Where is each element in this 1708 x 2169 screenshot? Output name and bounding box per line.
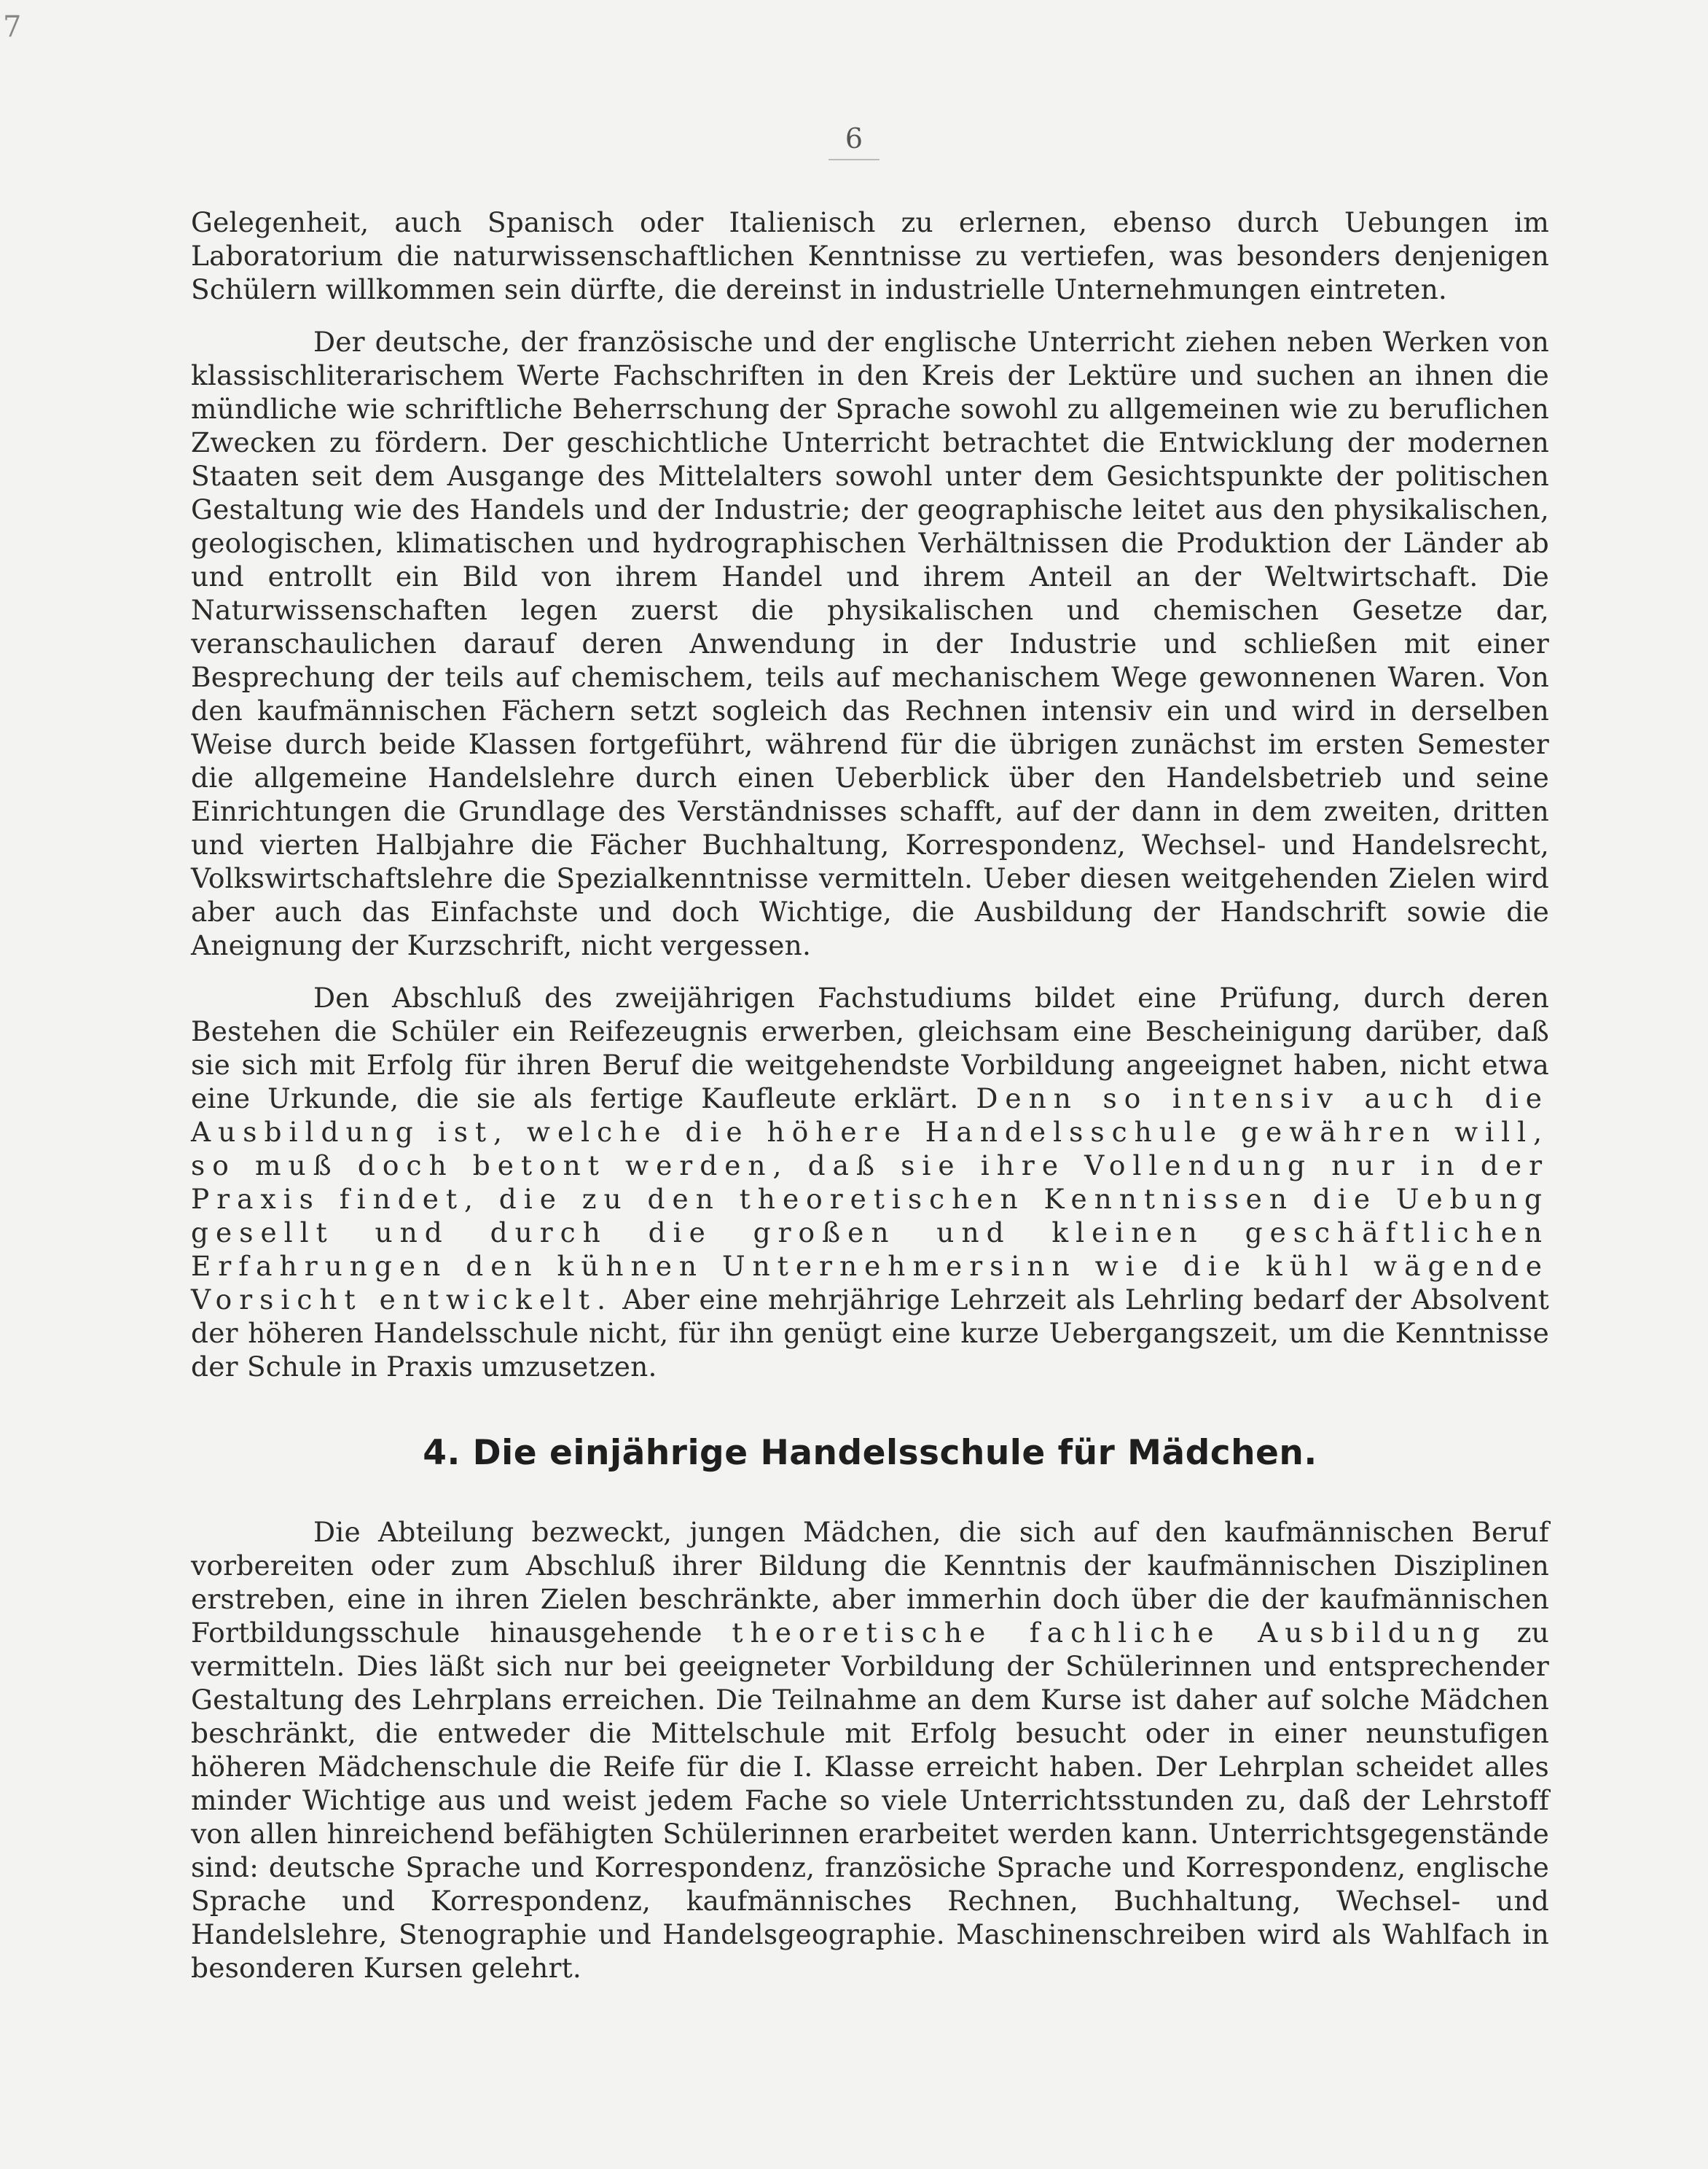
- paragraph-curriculum: Der deutsche, der französische und der englische Unterricht ziehen neben Werken von klassischliterarischem Werte Fachschriften in den Kreis der Lektüre und suchen an ihnen die mündliche wie schriftliche Beherrschung der Sprache sowohl zu allgemeinen wie zu beruflichen Zwecken zu fördern. Der geschichtliche Unterricht betrachtet die Entwicklung der modernen Staaten seit dem Ausgange des Mittelalters sowohl unter dem Gesichtspunkte der politischen Gestaltung wie des Handels und der Industrie; der geographische leitet aus den physikalischen, geologischen, klimatischen und hydrographischen Verhältnissen die Produktion der Länder ab und entrollt ein Bild von ihrem Handel und ihrem Anteil an der Weltwirtschaft. Die Naturwissenschaften legen zuerst die physikalischen und chemischen Gesetze dar, veranschaulichen darauf deren Anwendung in der Industrie und schließen mit einer Besprechung der teils auf chemischem, teils auf mechanischem Wege gewonnenen Waren. Von den kaufmännischen Fächern setzt sogleich das Rechnen intensiv ein und wird in derselben Weise durch beide Klassen fortgeführt, während für die übrigen zunächst im ersten Semester die allgemeine Handelslehre durch einen Ueberblick über den Handelsbetrieb und seine Einrichtungen die Grundlage des Verständnisses schafft, auf der dann in dem zweiten, dritten und vierten Halbjahre die Fächer Buchhaltung, Korrespondenz, Wechsel- und Handelsrecht, Volkswirtschaftslehre die Spezialkenntnisse vermitteln. Ueber diesen weitgehenden Zielen wird aber auch das Einfachste und doch Wichtige, die Ausbildung der Handschrift sowie die Aneignung der Kurzschrift, nicht vergessen.: [191, 326, 1549, 961]
- paragraph-girls-school: [191, 1515, 1549, 1985]
- emphasized-phrase: theoretische fachliche Ausbildung: [732, 1617, 1487, 1649]
- emphasized-passage: Denn so intensiv auch die Ausbildung ist, welche die höhere Handelsschule gewähren will, so muß doch betont werden, daß sie ihre Vollendung nur in der Praxis findet, die zu den theoretischen Kenntnissen die Uebung gesellt und durch die großen und kleinen geschäftlichen Erfahrungen den kühnen Unternehmersinn wie die kühl wägende Vorsicht entwickelt.: [191, 1082, 1549, 1316]
- paragraph-girls-school-text: Die Abteilung bezweckt, jungen Mädchen, die sich auf den kaufmännischen Beruf vorbereiten oder zum Abschluß ihrer Bildung die Kenntnis der kaufmännischen Disziplinen erstreben, eine in ihren Zielen beschränkte, aber immerhin doch über die der kaufmännischen Fortbildungsschule hinausgehende: [191, 1516, 1549, 1649]
- page-number: 6: [0, 122, 1708, 160]
- paragraph-final-exam-end: Aber eine mehrjährige Lehrzeit als Lehrling bedarf der Absolvent der höheren Handelsschule nicht, für ihn genügt eine kurze Uebergangszeit, um die Kenntnisse der Schule in Praxis umzusetzen.: [191, 1283, 1550, 1383]
- page-body: [191, 206, 1549, 1985]
- margin-mark: 7: [3, 10, 22, 44]
- paragraph-final-exam: [191, 981, 1549, 1383]
- paragraph-final-exam-text: Den Abschluß des zweijährigen Fachstudiums bildet eine Prüfung, durch deren Bestehen die Schüler ein Reifezeugnis erwerben, gleichsam eine Bescheinigung darüber, daß sie sich mit Erfolg für ihren Beruf die weitgehendste Vorbildung angeeignet haben, nicht etwa eine Urkunde, die sie als fertige Kaufleute erklärt.: [191, 982, 1549, 1114]
- paragraph-girls-school-end: zu vermitteln. Dies läßt sich nur bei geeigneter Vorbildung der Schülerinnen und entsprechender Gestaltung des Lehrplans erreichen. Die Teilnahme an dem Kurse ist daher auf solche Mädchen beschränkt, die entweder die Mittelschule mit Erfolg besucht oder in einer neunstufigen höheren Mädchenschule die Reife für die I. Klasse erreicht haben. Der Lehrplan scheidet alles minder Wichtige aus und weist jedem Fache so viele Unterrichtsstunden zu, daß der Lehrstoff von allen hinreichend befähigten Schülerinnen erarbeitet werden kann. Unterrichtsgegenstände sind: deutsche Sprache und Korrespondenz, französiche Sprache und Korrespondenz, englische Sprache und Korrespondenz, kaufmännisches Rechnen, Buchhaltung, Wechsel- und Handelslehre, Stenographie und Handelsgeographie. Maschinenschreiben wird als Wahlfach in besonderen Kursen gelehrt.: [191, 1617, 1549, 1984]
- section-heading: 4. Die einjährige Handelsschule für Mädchen.: [423, 1433, 1317, 1473]
- paragraph-continuation: Gelegenheit, auch Spanisch oder Italienisch zu erlernen, ebenso durch Uebungen im Laboratorium die naturwissenschaftlichen Kenntnisse zu vertiefen, was besonders denjenigen Schülern willkommen sein dürfte, die dereinst in industrielle Unternehmungen eintreten.: [191, 206, 1549, 305]
